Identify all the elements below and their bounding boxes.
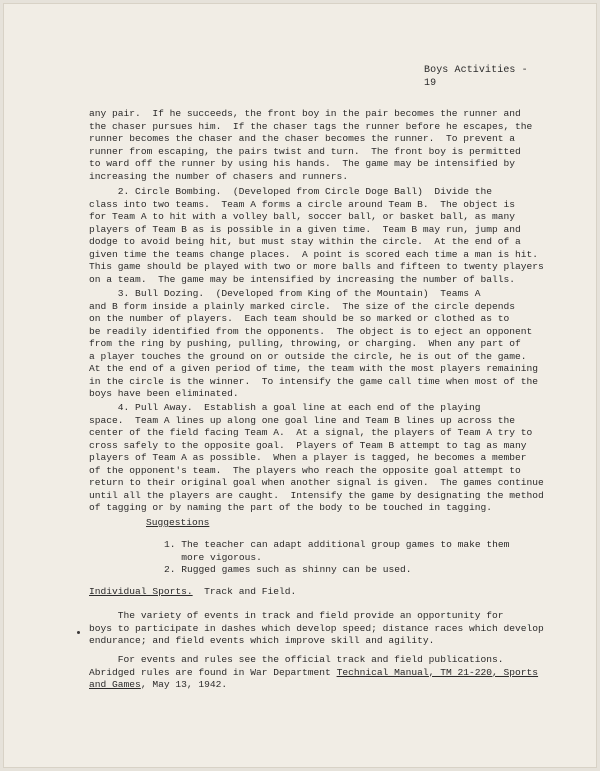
text-line: to ward off the runner by using his hands. The game may be intensified by xyxy=(89,158,516,169)
text-line: return to their original goal when another signal is given. The games continue xyxy=(89,477,544,488)
track-and-field-title: Track and Field. xyxy=(192,586,297,597)
text-line: The variety of events in track and field provide an opportunity for xyxy=(89,610,504,621)
text-line: players of Team B as is possible in a given time. Team B may run, jump and xyxy=(89,223,521,235)
text-line: on a team. The game may be intensified by increasing the number of balls. xyxy=(89,273,516,285)
text-line: 2. Circle Bombing. (Developed from Circle Doge Ball) Divide the xyxy=(89,186,493,197)
paragraph-track-field xyxy=(89,610,544,648)
text-line: increasing the number of chasers and runners. xyxy=(89,170,349,182)
individual-sports-title: Individual Sports. xyxy=(89,586,193,597)
text-line: a player touches the ground on or outside the circle, he is out of the game. xyxy=(89,350,527,362)
document-page xyxy=(4,4,596,767)
text-line: from the ring by pushing, pulling, throwing, or charging. When any part of xyxy=(89,338,521,349)
text-line: runner becomes the chaser and the chaser becomes the runner. To prevent a xyxy=(89,133,516,144)
text-line: center of the field facing Team A. At a signal, the players of Team A try to xyxy=(89,427,533,438)
list-item: 2. Rugged games such as shinny can be used. xyxy=(164,564,412,575)
manual-reference: Technical Manual, TM 21-220, Sports xyxy=(336,666,539,678)
text-line: of tagging or by naming the part of the body to be touched in tagging. xyxy=(89,502,493,513)
individual-sports-heading xyxy=(89,586,529,599)
text-line: boys have been eliminated. xyxy=(89,388,239,399)
text-line: class into two teams. Team A forms a circle around Team B. The object is xyxy=(89,198,516,210)
manual-reference-continued: and Games xyxy=(89,679,141,690)
text-line: space. Team A lines up along one goal line and Team B lines up across the xyxy=(89,414,516,426)
paragraph-circle-bombing xyxy=(89,186,544,286)
text-line: runner from escaping, the pairs twist and turn. The front boy is permitted xyxy=(89,145,521,157)
text-line: be readily identified from the opponents. The object is to eject an opponent xyxy=(89,325,533,337)
text-line: dodge to avoid being hit, but must stay within the circle. At the end of a xyxy=(89,236,521,247)
text-line: and B form inside a plainly marked circle. The size of the circle depends xyxy=(89,300,516,312)
paragraph-pull-away xyxy=(89,402,544,515)
suggestions-heading: Suggestions xyxy=(146,517,210,528)
text-line: until all the players are caught. Intensify the game by designating the method xyxy=(89,489,544,501)
text-line: the chaser pursues him. If the chaser tags the runner before he escapes, the xyxy=(89,120,533,132)
margin-mark xyxy=(77,631,80,634)
text-line: given time the teams change places. A point is scored each time a man is hit. xyxy=(89,248,539,260)
paragraph-rules xyxy=(89,654,539,692)
text-line: on the number of players. Each team should be so marked or clothed as to xyxy=(89,313,510,324)
text-line: in the circle is the winner. To intensify the game call time when most of the xyxy=(89,375,539,387)
text-line: cross safely to the opposite goal. Players of Team B attempt to tag as many xyxy=(89,439,527,451)
text-line: any pair. If he succeeds, the front boy in the pair becomes the runner and xyxy=(89,108,521,119)
text-fragment: Abridged rules are found in War Department xyxy=(89,666,337,678)
text-line: This game should be played with two or more balls and fifteen to twenty players xyxy=(89,261,544,272)
list-item: more vigorous. xyxy=(164,551,262,563)
text-line: At the end of a given period of time, the team with the most players remaining xyxy=(89,363,539,374)
text-line: 4. Pull Away. Establish a goal line at each end of the playing xyxy=(89,402,481,413)
text-line: endurance; and field events which improve skill and agility. xyxy=(89,635,435,646)
text-line: 3. Bull Dozing. (Developed from King of the Mountain) Teams A xyxy=(89,288,481,299)
suggestions-heading-block xyxy=(146,517,346,530)
text-fragment: , May 13, 1942. xyxy=(140,679,228,690)
suggestions-list xyxy=(164,539,534,577)
running-header: Boys Activities - 19 xyxy=(424,65,528,89)
text-line: for Team A to hit with a volley ball, soccer ball, or basket ball, as many xyxy=(89,211,516,222)
list-item: 1. The teacher can adapt additional group games to make them xyxy=(164,539,510,550)
text-line: players of Team A as possible. When a player is tagged, he becomes a member xyxy=(89,452,527,463)
text-line: boys to participate in dashes which develop speed; distance races which develop xyxy=(89,622,544,634)
paragraph-chasers xyxy=(89,108,533,183)
text-line: For events and rules see the official track and field publications. xyxy=(89,654,504,665)
text-line: of the opponent's team. The players who reach the opposite goal attempt to xyxy=(89,464,521,476)
paragraph-bull-dozing xyxy=(89,288,539,401)
